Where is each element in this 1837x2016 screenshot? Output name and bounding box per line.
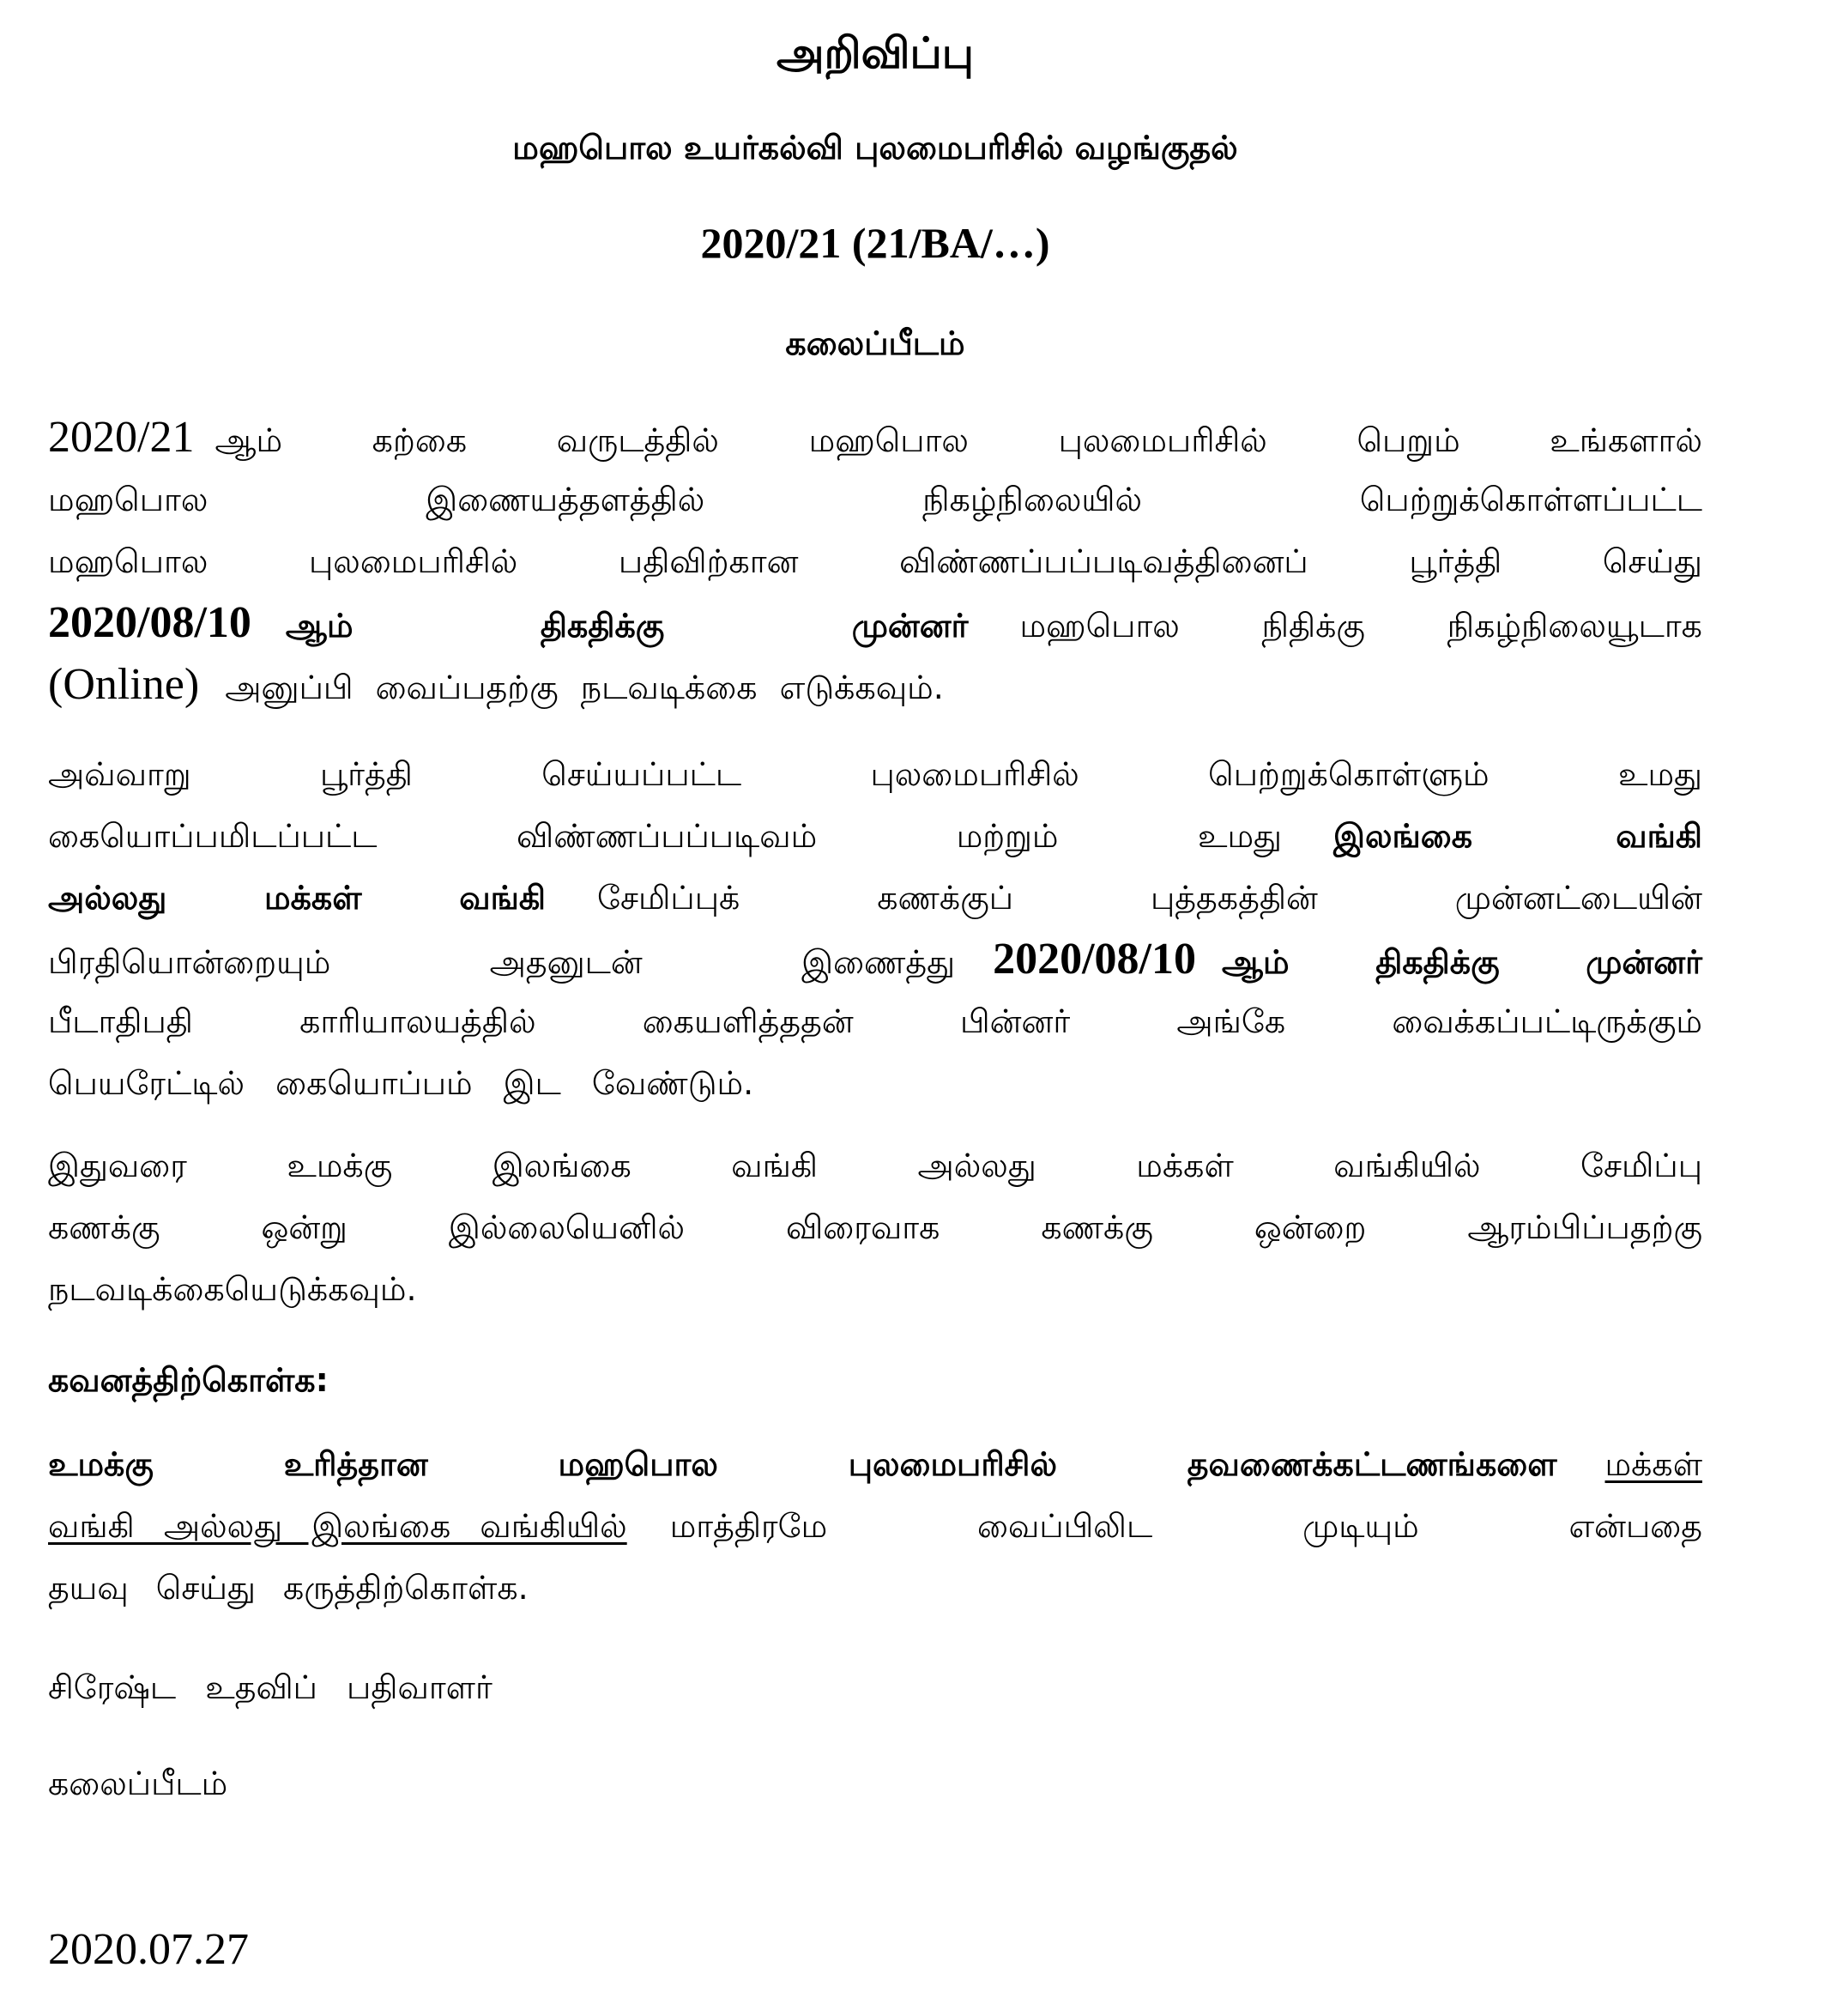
academic-year: 2020/21 [48, 413, 195, 462]
paragraph-application [48, 407, 1702, 716]
paragraph-line [48, 407, 1702, 469]
line-text: ஆம் கற்கை வருடத்தில் மஹபொல புலமைபரிசில் பெறும் உங்களால் [215, 421, 1702, 459]
paragraph-line: தயவு செய்து கருத்திற்கொள்க. [48, 1569, 529, 1607]
paragraph-line: மஹபொல புலமைபரிசில் பதிவிற்கான விண்ணப்பப்படிவத்தினைப் பூர்த்தி செய்து [48, 542, 1702, 580]
line-text: கையொப்பமிடப்பட்ட விண்ணப்பப்படிவம் மற்றும் உமது [48, 817, 1282, 855]
deadline-text: ஆம் திகதிக்கு முன்னர் [1222, 943, 1702, 981]
date-block [48, 1919, 1702, 1981]
deadline-date: 2020/08/10 [993, 935, 1196, 984]
notice-date: 2020.07.27 [48, 1925, 249, 1974]
faculty-heading: கலைப்பீடம் [785, 324, 965, 362]
paragraph-line [48, 654, 1702, 716]
year-reference: 2020/21 (21/BA/…) [700, 219, 1050, 267]
note-underlined-text: மக்கள் [1604, 1445, 1702, 1483]
bank-name: இலங்கை வங்கி [1333, 817, 1702, 855]
paragraph-line [48, 1495, 1702, 1557]
signature-role-block [48, 1656, 1702, 1718]
paragraph-line: இதுவரை உமக்கு இலங்கை வங்கி அல்லது மக்கள் வங்கியில் சேமிப்பு [48, 1147, 1702, 1184]
paragraph-line [48, 592, 1702, 654]
paragraph-line [48, 1433, 1702, 1495]
line-text: அனுப்பி வைப்பதற்கு நடவடிக்கை எடுக்கவும். [225, 669, 944, 706]
online-label: (Online) [48, 660, 200, 709]
paragraph-line: அவ்வாறு பூர்த்தி செய்யப்பட்ட புலமைபரிசில் பெற்றுக்கொள்ளும் உமது [48, 755, 1702, 793]
note-heading-block [48, 1349, 1702, 1411]
notice-subtitle: மஹபொல உயர்கல்வி புலமைபரிசில் வழங்குதல் [512, 129, 1238, 166]
note-bold-text: உமக்கு உரித்தான மஹபொல புலமைபரிசில் தவணைக்கட்டணங்களை [48, 1445, 1557, 1483]
line-text: மாத்திரமே வைப்பிலிட முடியும் என்பதை [669, 1507, 1702, 1545]
paragraph-line: கணக்கு ஒன்று இல்லையெனில் விரைவாக கணக்கு ஒன்றை ஆரம்பிப்பதற்கு [48, 1208, 1702, 1246]
note-underlined-text: வங்கி அல்லது இலங்கை வங்கியில் [48, 1507, 627, 1545]
bank-name: அல்லது மக்கள் வங்கி [48, 879, 546, 917]
deadline-text: ஆம் திகதிக்கு முன்னர் [285, 607, 969, 645]
paragraph-line [48, 929, 1702, 990]
paragraph-line [48, 805, 1702, 867]
deadline-date: 2020/08/10 [48, 598, 251, 647]
line-text: பிரதியொன்றையும் அதனுடன் இணைத்து [48, 943, 956, 981]
line-text: சேமிப்புக் கணக்குப் புத்தகத்தின் முன்னட்டையின் [597, 879, 1702, 917]
paragraph-submission [48, 743, 1702, 1114]
paragraph-line: நடவடிக்கையெடுக்கவும். [48, 1270, 417, 1308]
paragraph-line: பீடாதிபதி காரியாலயத்தில் கையளித்ததன் பின்னர் அங்கே வைக்கப்பட்டிருக்கும் [48, 1002, 1702, 1040]
paragraph-line: மஹபொல இணையத்தளத்தில் நிகழ்நிலையில் பெற்றுக்கொள்ளப்பட்ட [48, 481, 1702, 518]
signature-role: சிரேஷ்ட உதவிப் பதிவாளர் [48, 1668, 492, 1706]
notice-page [48, 0, 1702, 2016]
line-text: மஹபொல நிதிக்கு நிகழ்நிலையூடாக [1019, 607, 1702, 645]
paragraph-line [48, 867, 1702, 929]
signature-faculty-block [48, 1753, 1702, 1814]
paragraph-line: பெயரேட்டில் கையொப்பம் இட வேண்டும். [48, 1064, 754, 1102]
paragraph-note [48, 1433, 1702, 1619]
line-text [215, 409, 1702, 471]
page-title: அறிவிப்பு [776, 28, 974, 78]
paragraph-account [48, 1135, 1702, 1320]
note-heading: கவனத்திற்கொள்க: [48, 1361, 329, 1399]
signature-faculty: கலைப்பீடம் [48, 1765, 228, 1802]
